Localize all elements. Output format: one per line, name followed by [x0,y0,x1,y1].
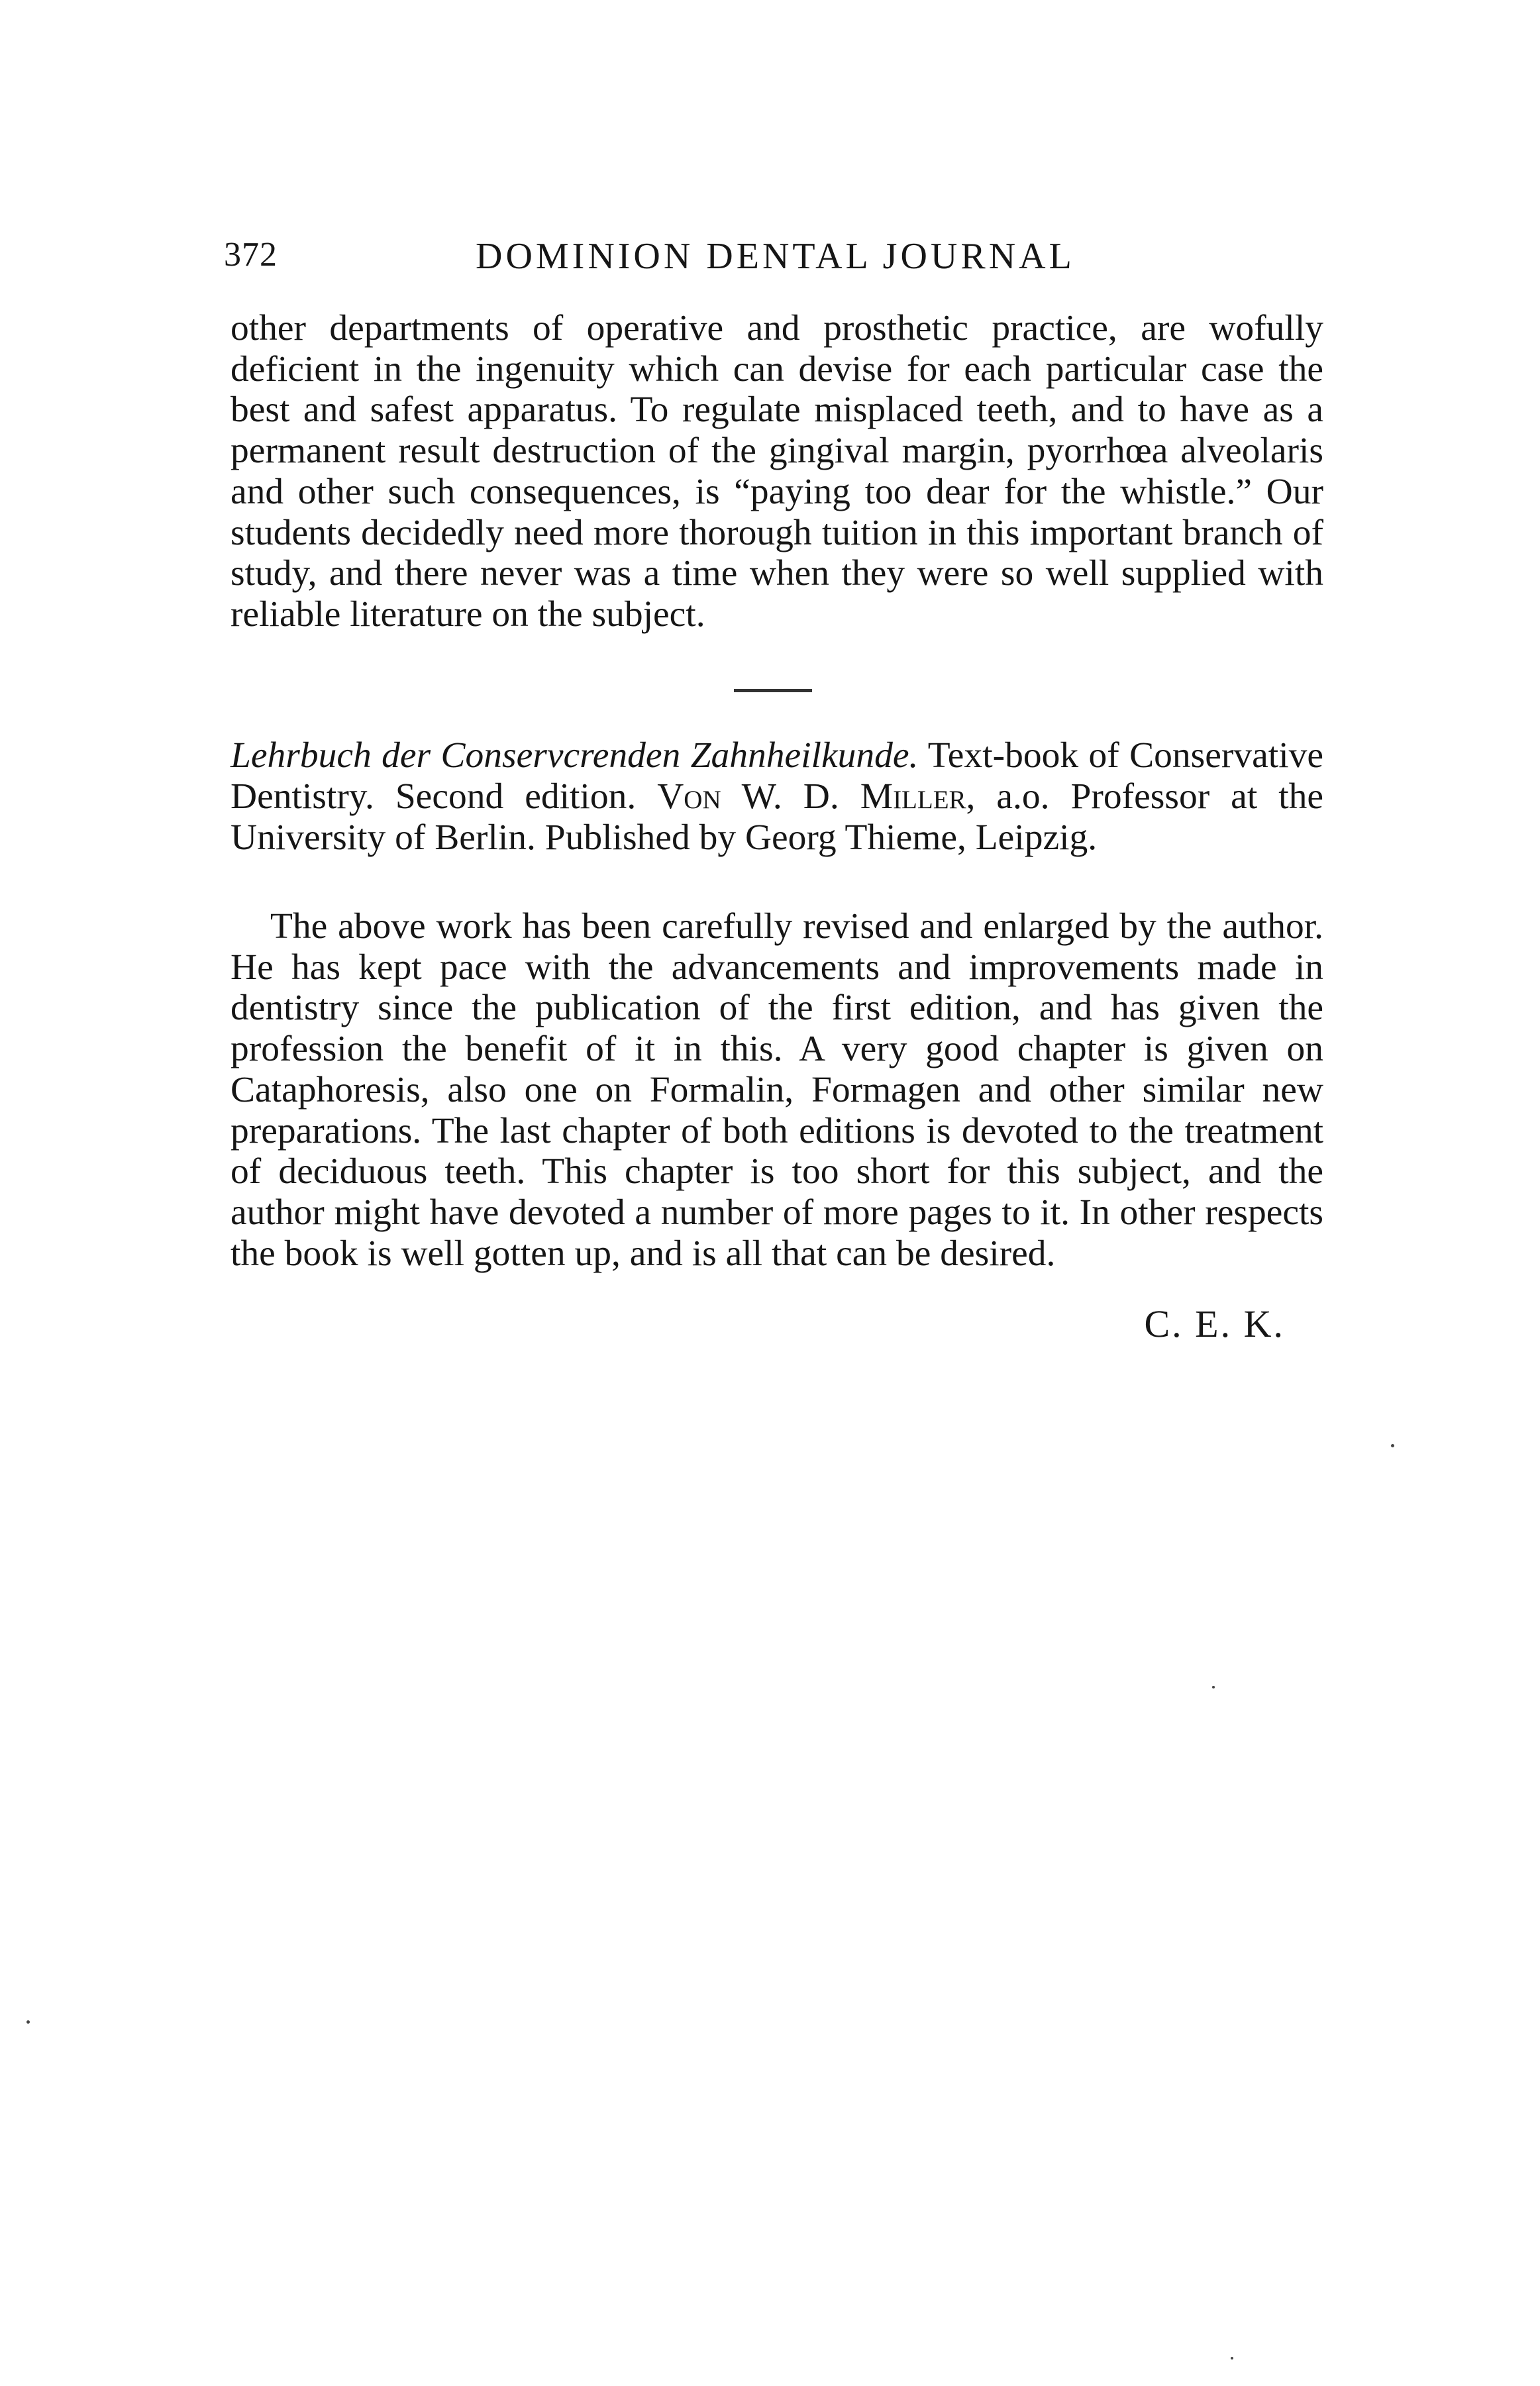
page-number: 372 [224,236,278,274]
body-paragraph: other departments of operative and prosthetic practice, are wofully deficient in the ingenuity which can devise for each particular case the best and safest apparatus. To regulate misplaced teeth, and to have as a permanent result destruction of the gingival margin, pyorrhœa alveolaris and other such consequences, is “paying too dear for the whistle.” Our students decidedly need more thorough tuition in this important branch of study, and there never was a time when they were so well supplied with reliable literature on the subject. [231,308,1323,635]
book-title-english: Text-book of Conservative Dentistry. Second edition. [231,735,1323,817]
book-title-german: Lehrbuch der Conservcrenden Zahnheilkunde. [231,735,919,776]
review-paragraph: The above work has been carefully revised and enlarged by the author. He has kept pace with the advancements and improvements made in dentistry since the publication of the first edition, and has given the profession the benefit of it in this. A very good chapter is given on Cataphoresis, also one on Formalin, Formagen and other similar new preparations. The last chapter of both editions is devoted to the treatment of deciduous teeth. This chapter is too short for this subject, and the author might have devoted a number of more pages to it. In other respects the book is well gotten up, and is all that can be desired. [231,906,1323,1274]
scan-speck [1212,1686,1215,1688]
reviewer-signature: C. E. K. [1144,1302,1285,1345]
page-header [224,235,1317,282]
running-title: DOMINION DENTAL JOURNAL [476,236,1075,277]
book-author: Von W. D. Miller, [657,776,976,817]
scan-speck [26,2020,30,2024]
section-divider [734,689,812,692]
scan-speck [1231,2357,1233,2360]
book-citation [231,735,1323,858]
scan-speck [1391,1444,1394,1447]
book-publication-details: a.o. Professor at the University of Berlin. Published by Georg Thieme, Leipzig. [231,776,1324,858]
